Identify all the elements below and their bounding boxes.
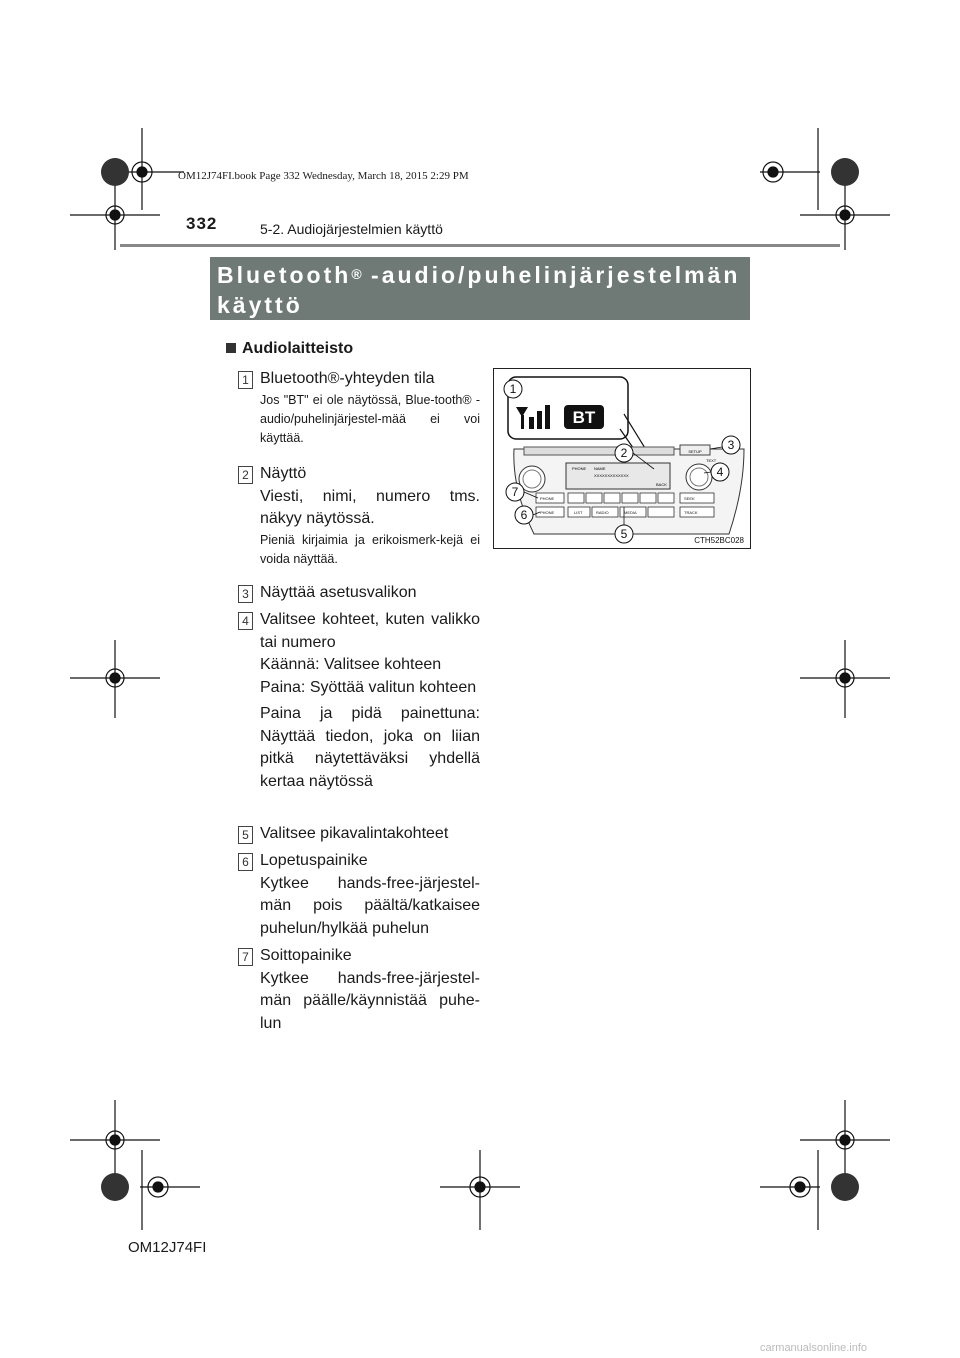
display-phone: PHONE bbox=[572, 466, 587, 471]
item-line: Soittopainike bbox=[260, 947, 352, 964]
item-number: 5 bbox=[238, 826, 253, 844]
seek-label: SEEK bbox=[684, 496, 695, 501]
item-number: 3 bbox=[238, 585, 253, 603]
item-number: 7 bbox=[238, 948, 253, 966]
item-number: 4 bbox=[238, 612, 253, 630]
item-line: Valitsee pikavalintakohteet bbox=[260, 825, 449, 842]
list-item bbox=[238, 463, 480, 569]
track-label: TRACK bbox=[684, 510, 698, 515]
callout-5: 5 bbox=[620, 527, 628, 541]
banner-word: Bluetooth bbox=[217, 262, 352, 288]
figure-code: CTH52BC028 bbox=[694, 536, 744, 545]
page-number: 332 bbox=[186, 214, 218, 233]
item-line: Kytkee hands-free-järjestel-män päälle/käynnistää puhe-lun bbox=[260, 969, 480, 1032]
display-name: NAME bbox=[594, 466, 606, 471]
subheading bbox=[226, 340, 353, 358]
setup-label: SETUP bbox=[688, 449, 702, 454]
list-item bbox=[238, 368, 480, 448]
chapter-banner bbox=[210, 257, 750, 320]
phone-on-label: PHONE bbox=[540, 496, 555, 501]
item-number: 2 bbox=[238, 466, 253, 484]
list-item bbox=[238, 823, 480, 846]
callout-7: 7 bbox=[511, 485, 519, 499]
list-item bbox=[238, 850, 480, 940]
audio-unit-figure bbox=[493, 368, 751, 549]
audio-unit-illustration bbox=[494, 369, 750, 548]
item-line: Valitsee kohteet, kuten valikko tai numero bbox=[260, 611, 480, 651]
item-line: Lopetuspainike bbox=[260, 852, 368, 869]
callout-2: 2 bbox=[620, 446, 628, 460]
item-line: Bluetooth®-yhteyden tila bbox=[260, 370, 435, 387]
item-number: 6 bbox=[238, 853, 253, 871]
list-item bbox=[238, 609, 480, 793]
header-rule bbox=[120, 244, 840, 247]
footer-code: OM12J74FI bbox=[128, 1239, 207, 1256]
callout-4: 4 bbox=[716, 465, 724, 479]
item-line: Kytkee hands-free-järjestel-män pois päältä/katkaisee puhelun/hylkää puhelun bbox=[260, 874, 480, 937]
display-back: BACK bbox=[656, 482, 667, 487]
item-note: Jos "BT" ei ole näytössä, Blue-tooth® -audio/puhelinjärjestel-mää ei voi käyttää. bbox=[260, 392, 480, 445]
list-item bbox=[238, 582, 480, 605]
watermark: carmanualsonline.info bbox=[760, 1342, 868, 1354]
section-title: 5-2. Audiojärjestelmien käyttö bbox=[260, 221, 443, 237]
list-label: LIST bbox=[574, 510, 583, 515]
item-note: Pieniä kirjaimia ja erikoismerk-kejä ei voida näyttää. bbox=[260, 532, 480, 566]
subheading-text: Audiolaitteisto bbox=[242, 340, 354, 357]
callout-1: 1 bbox=[509, 382, 517, 396]
callout-3: 3 bbox=[727, 438, 735, 452]
text-label: TEXT bbox=[706, 458, 717, 463]
banner-line2: käyttö bbox=[217, 292, 303, 318]
item-line: Näyttää asetusvalikon bbox=[260, 584, 417, 601]
book-info: OM12J74FI.book Page 332 Wednesday, March 18, 2015 2:29 PM bbox=[178, 170, 469, 182]
list-item bbox=[238, 945, 480, 1035]
item-line: Paina: Syöttää valitun kohteen bbox=[260, 678, 477, 696]
radio-label: RADIO bbox=[596, 510, 609, 515]
item-number: 1 bbox=[238, 371, 253, 389]
registered-mark: ® bbox=[351, 266, 362, 282]
item-line: Viesti, nimi, numero tms. näkyy näytössä. bbox=[260, 487, 480, 527]
square-bullet-icon bbox=[226, 343, 236, 353]
bt-label: BT bbox=[572, 408, 596, 427]
item-line: Käännä: Valitsee kohteen bbox=[260, 656, 442, 673]
display-number: XXXXXXXXXXXXX bbox=[594, 473, 629, 478]
phone-off-label: PHONE bbox=[540, 510, 555, 515]
banner-rest: -audio/puhelinjärjestelmän bbox=[361, 262, 741, 288]
item-line: Paina ja pidä painettuna: Näyttää tiedon, joka on liian pitkä näytettäväksi yhdellä kertaa näytössä bbox=[260, 705, 480, 790]
media-label: MEDIA bbox=[624, 510, 637, 515]
item-line: Näyttö bbox=[260, 465, 307, 482]
callout-6: 6 bbox=[520, 508, 528, 522]
